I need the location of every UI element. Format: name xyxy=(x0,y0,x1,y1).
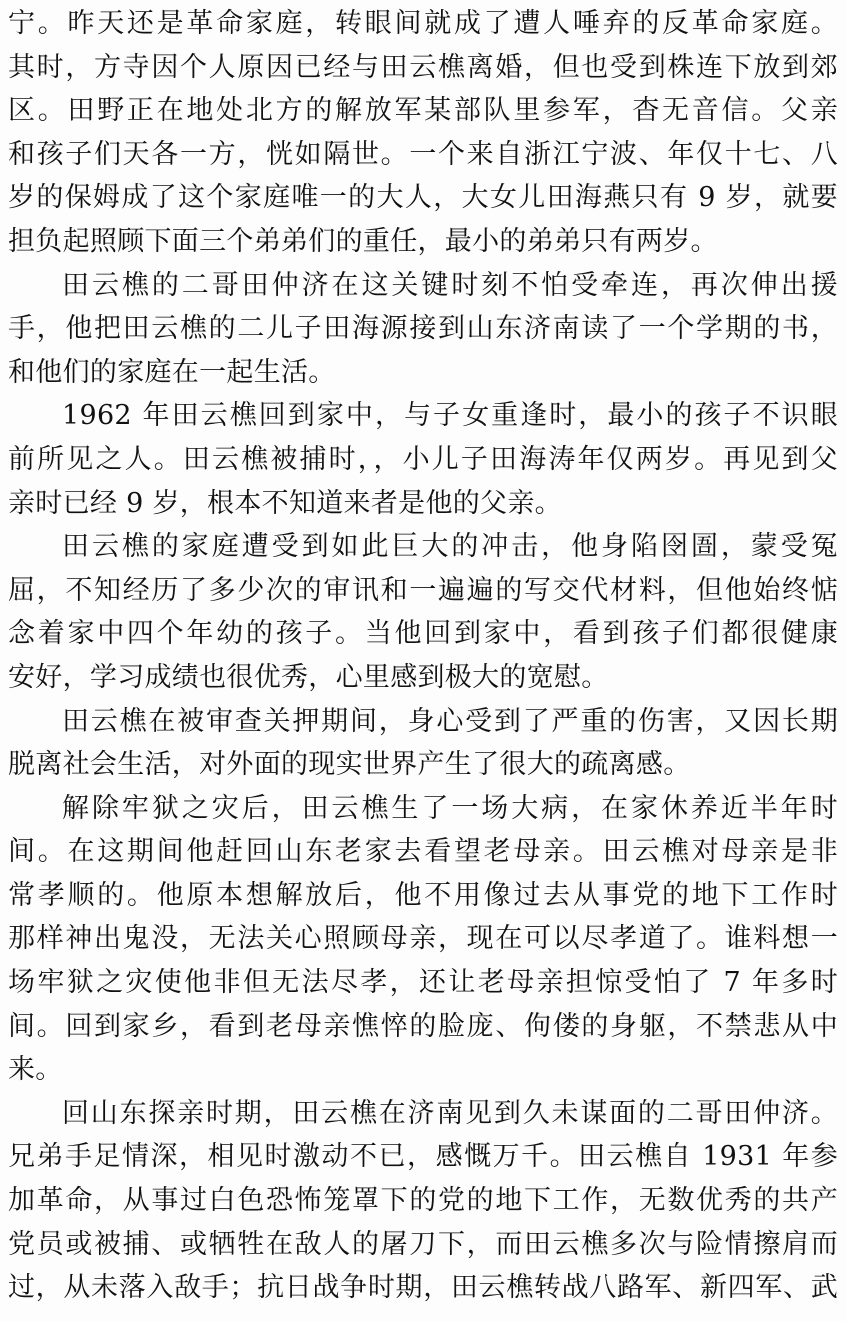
text-line: 间。在这期间他赶回山东老家去看望老母亲。田云樵对母亲是非 xyxy=(8,836,838,868)
text-line: 解除牢狱之灾后，田云樵生了一场大病，在家休养近半年时 xyxy=(62,792,838,824)
text-line: 安好，学习成绩也很优秀，心里感到极大的宽慰。 xyxy=(8,661,609,693)
text-line: 念着家中四个年幼的孩子。当他回到家中，看到孩子们都很健康 xyxy=(8,618,838,650)
text-line: 过，从未落入敌手；抗日战争时期，田云樵转战八路军、新四军、武 xyxy=(8,1272,838,1304)
text-line: 和他们的家庭在一起生活。 xyxy=(8,356,336,388)
text-line: 田云樵的家庭遭受到如此巨大的冲击，他身陷囹圄，蒙受冤 xyxy=(62,531,838,563)
body-text xyxy=(8,2,838,1310)
text-line: 田云樵在被审查关押期间，身心受到了严重的伤害，又因长期 xyxy=(62,705,838,737)
text-line: 脱离社会生活，对外面的现实世界产生了很大的疏离感。 xyxy=(8,749,691,781)
paragraph-3 xyxy=(8,394,838,525)
paragraph-4 xyxy=(8,525,838,699)
text-line: 加革命，从事过白色恐怖笼罩下的党的地下工作，无数优秀的共产 xyxy=(8,1185,838,1217)
text-line: 其时，方寺因个人原因已经与田云樵离婚，但也受到株连下放到郊 xyxy=(8,51,838,83)
text-line: 区。田野正在地处北方的解放军某部队里参军，杳无音信。父亲 xyxy=(8,95,838,127)
text-line: 田云樵的二哥田仲济在这关键时刻不怕受牵连，再次伸出援 xyxy=(62,269,838,301)
text-line: 屈，不知经历了多少次的审讯和一遍遍的写交代材料，但他始终惦 xyxy=(8,574,838,606)
text-line: 党员或被捕、或牺牲在敌人的屠刀下，而田云樵多次与险情擦肩而 xyxy=(8,1228,838,1260)
text-line: 兄弟手足情深，相见时激动不已，感慨万千。田云樵自 1931 年参 xyxy=(8,1141,838,1173)
text-line: 回山东探亲时期，田云樵在济南见到久未谋面的二哥田仲济。 xyxy=(62,1097,838,1129)
text-line: 岁的保姆成了这个家庭唯一的大人，大女儿田海燕只有 9 岁，就要 xyxy=(8,182,838,214)
text-line: 亲时已经 9 岁，根本不知道来者是他的父亲。 xyxy=(8,487,562,519)
text-line: 前所见之人。田云樵被捕时，，小儿子田海涛年仅两岁。再见到父 xyxy=(8,443,838,475)
text-line: 那样神出鬼没，无法关心照顾母亲，现在可以尽孝道了。谁料想一 xyxy=(8,923,838,955)
text-line: 常孝顺的。他原本想解放后，他不用像过去从事党的地下工作时 xyxy=(8,879,838,911)
paragraph-1 xyxy=(8,2,838,264)
text-line: 担负起照顾下面三个弟弟们的重任，最小的弟弟只有两岁。 xyxy=(8,225,718,257)
paragraph-2 xyxy=(8,264,838,395)
text-line: 手，他把田云樵的二儿子田海源接到山东济南读了一个学期的书， xyxy=(8,313,838,345)
text-line: 和孩子们天各一方，恍如隔世。一个来自浙江宁波、年仅十七、八 xyxy=(8,138,838,170)
text-line: 宁。昨天还是革命家庭，转眼间就成了遭人唾弃的反革命家庭。 xyxy=(8,8,838,39)
paragraph-7 xyxy=(8,1092,838,1310)
paragraph-5 xyxy=(8,700,838,787)
text-line: 1962 年田云樵回到家中，与子女重逢时，最小的孩子不识眼 xyxy=(62,400,838,432)
text-line: 来。 xyxy=(8,1054,63,1086)
text-line: 间。回到家乡，看到老母亲憔悴的脸庞、佝偻的身躯，不禁悲从中 xyxy=(8,1010,838,1042)
paragraph-6 xyxy=(8,787,838,1092)
text-line: 场牢狱之灾使他非但无法尽孝，还让老母亲担惊受怕了 7 年多时 xyxy=(8,967,838,999)
